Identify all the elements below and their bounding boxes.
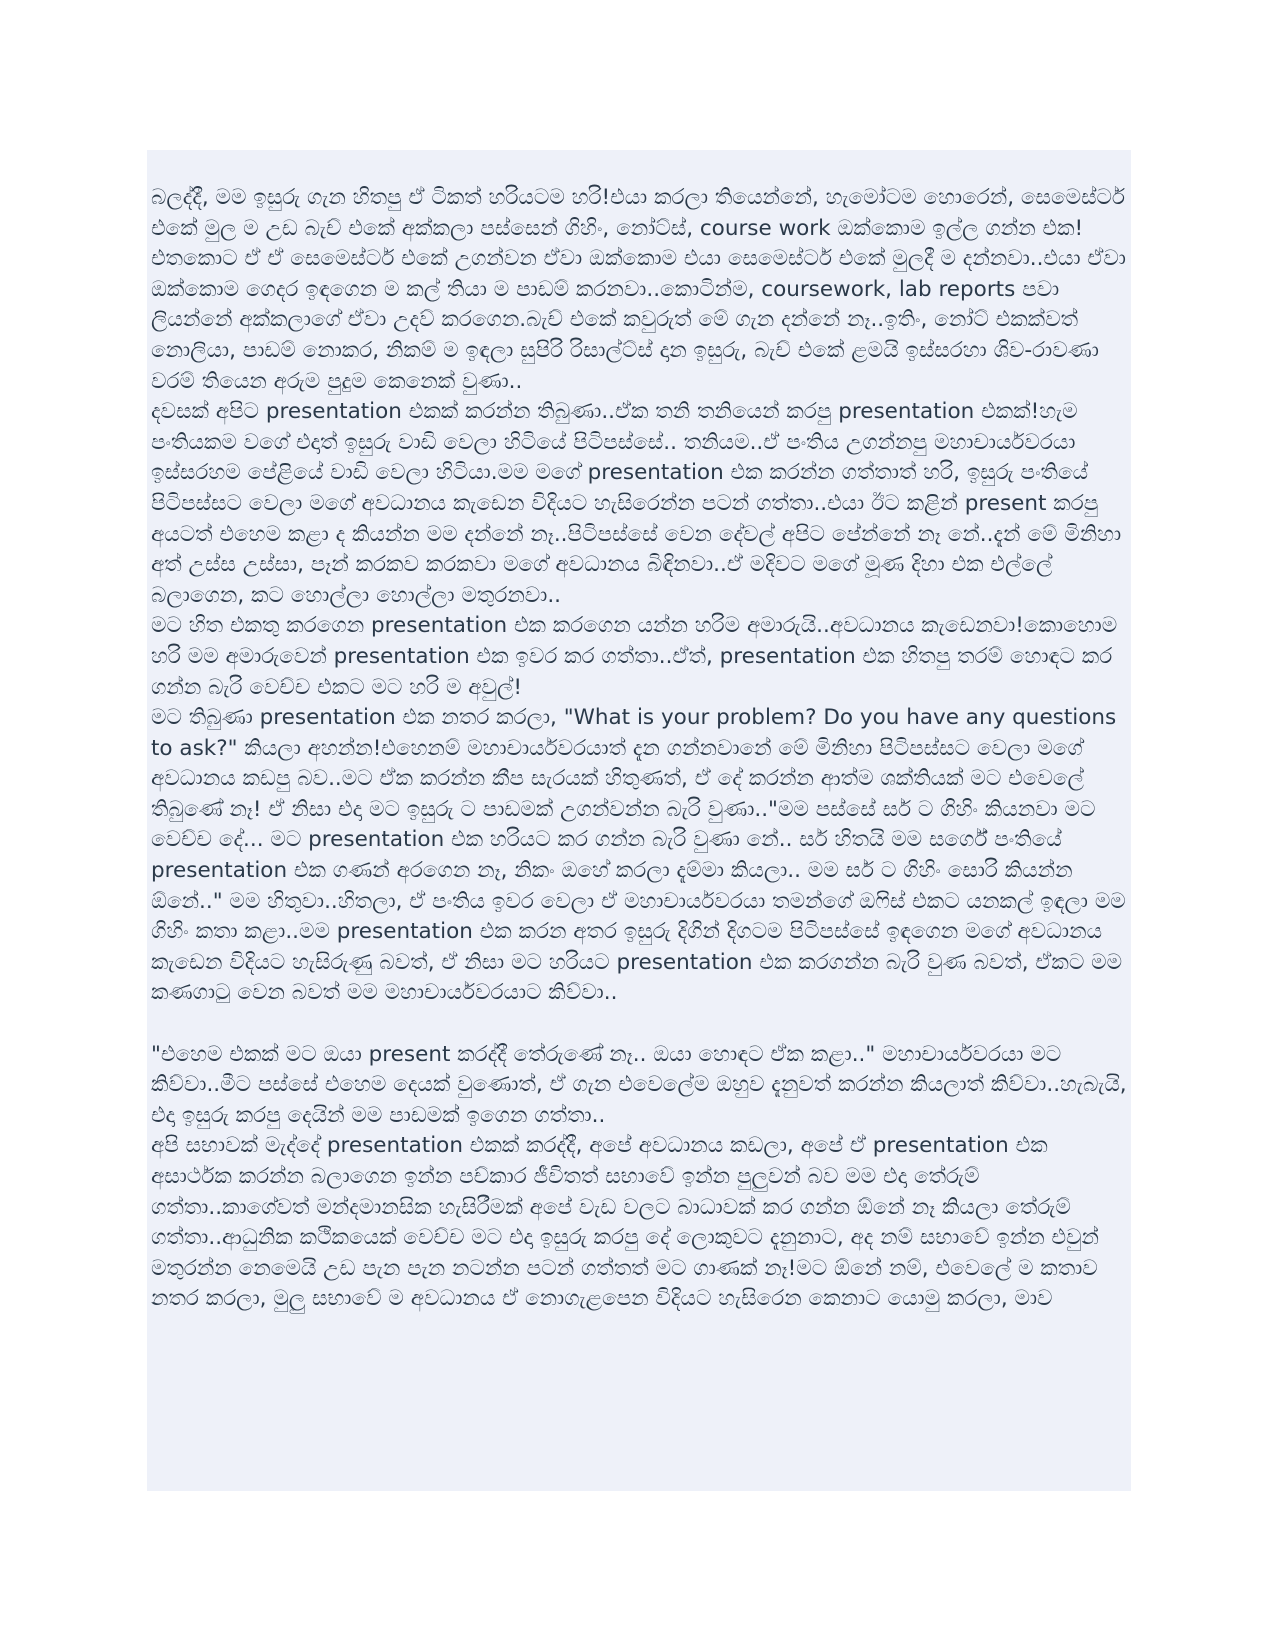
paragraph: අපි සභාවක් මැද්දේ presentation එකක් කරද්දී, අපේ අවධානය කඩලා, අපේ ඒ presentation එක අසාර්ථක කරන්න බලාගෙන ඉන්න පච්කාර ජීවිතත් සභාවේ ඉන්න පුලුවන් බව මම එදා තේරුම් ගත්තා..කාගේවත් මන්දමානසික හැසිරීමක් අපේ වැඩ වලට බාධාවක් කර ගන්න ඕනේ නෑ කියලා තේරුම් ගත්තා..ආධුනික කථිකයෙක් වෙච්ච මට එදා ඉසුරු කරපු දේ ලොකුවට දැනුනාට, අද නම් සභාවේ ඉන්න එවුන් මතුරන්න නෙමෙයි උඩ පැන පැන නටන්න පටන් ගත්තත් මට ගාණක් නෑ!මට ඕනේ නම්, එවෙලේ ම කතාව නතර කරලා, මුලු සභාවේ ම අවධානය ඒ නොගැළපෙන විදියට හැසිරෙන කෙනාට යොමු කරලා, මාව [151, 1133, 1099, 1312]
paragraph: මට තිබුණා presentation එක නතර කරලා, "What is your problem? Do you have any questions to ask?" කියලා අහන්න!එහෙනම් මහාචාර්යවරයාත් දැන ගන්නවානේ මේ මිනිහා පිටිපස්සට වෙලා මගේ අවධානය කඩපු බව..මට ඒක කරන්න කීප සැරයක් හිතුණත්, ඒ දේ කරන්න ආත්ම ශක්තියක් මට එවෙලේ තිබුණේ නෑ! ඒ නිසා එදා මට ඉසුරු ට පාඩමක් උගන්වන්න බැරි වුණා.."මම පස්සේ සර් ට ගිහිං කියනවා මට වෙච්ච දේ... මට presentation එක හරියට කර ගන්න බැරි වුණා නේ.. සර් හිතයි මම සර්ගේ පංතියේ presentation එක ගණන් අරගෙන නෑ, නිකං ඔහේ කරලා දැම්මා කියලා.. මම සර් ට ගිහිං සොරි කියන්න ඕනේ.." මම හිතුවා..හිතලා, ඒ පංතිය ඉවර වෙලා ඒ මහාචාර්යවරයා තමන්ගේ ඔෆිස් එකට යනකල් ඉඳලා මම ගිහිං කතා කළා..මම presentation එක කරන අතර ඉසුරු දිගින් දිගටම පිටිපස්සේ ඉඳගෙන මගේ අවධානය කැඩෙන විදියට හැසිරුණු බවත්, ඒ නිසා මට හරියට presentation එක කරගන්න බැරි වුණ බවත්, ඒකට මම කණගාටු වෙන බවත් මම මහාචාර්යවරයාට කිව්වා.. [151, 705, 1126, 1006]
paragraph: මට හිත එකතු කරගෙන presentation එක කරගෙන යන්න හරිම අමාරුයි..අවධානය කැඩෙනවා!කොහොම හරි මම අමාරුවෙන් presentation එක ඉවර කර ගත්තා..ඒත්, presentation එක හිතපු තරම් හොඳට කර ගන්න බැරි වෙච්ච එකට මට හරි ම අවුල්! [151, 613, 1118, 700]
paragraph-spacer [151, 1009, 1127, 1040]
paragraph: "එහෙම එකක් මට ඔයා present කරද්දී තේරුණේ නෑ.. ඔයා හොඳට ඒක කළා.." මහාචාර්යවරයා මට කිව්වා..මීට පස්සේ එහෙම දෙයක් වුණොත්, ඒ ගැන එවෙලේම ඔහුව දැනුවත් කරන්න කියලාත් කිව්වා..හැබැයි, එදා ඉසුරු කරපු දෙයින් මම පාඩමක් ඉගෙන ගත්තා.. [151, 1041, 1127, 1128]
document-text-block [147, 150, 1131, 1491]
paragraph: දවසක් අපිට presentation එකක් කරන්න තිබුණා..ඒක තනි තනියෙන් කරපු presentation එකක්!හැම පංතියකම වගේ එදාත් ඉසුරු වාඩි වෙලා හිටියේ පිටිපස්සේ.. තනියම..ඒ පංතිය උගන්නපු මහාචාර්යවරයා ඉස්සරහම පේළියේ වාඩි වෙලා හිටියා.මම මගේ presentation එක කරන්න ගත්තාත් හරි, ඉසුරු පංතියේ පිටිපස්සට වෙලා මගේ අවධානය කැඩෙන විදියට හැසිරෙන්න පටන් ගත්තා..එයා ඊට කළින් present කරපු අයටත් එහෙම කළා ද කියන්න මම දන්නේ නෑ..පිටිපස්සේ වෙන දේවල් අපිට පේන්නේ නෑ නේ..දැන් මේ මිනිහා අත් උස්ස උස්සා, පෑන් කරකව කරකවා මගේ අවධානය බිඳිනවා..ඒ මදිවට මගේ මූණ දිහා එක එල්ලේ බලාගෙන, කට හොල්ලා හොල්ලා මතුරනවා.. [151, 399, 1122, 608]
paragraph: බලද්දී, මම ඉසුරු ගැන හිතපු ඒ ටිකත් හරියටම හරි!එයා කරලා තියෙන්නේ, හැමෝටම හොරෙන්, සෙමෙස්ටර් එකේ මුල ම උඩ බැච් එකේ අක්කලා පස්සෙන් ගිහිං, නෝට්ස්, course work ඔක්කොම ඉල්ල ගන්න එක!එතකොට ඒ ඒ සෙමෙස්ටර් එකේ උගන්වන ඒවා ඔක්කොම එයා සෙමෙස්ටර් එකේ මුලදී ම දන්නවා..එයා ඒවා ඔක්කොම ගෙදර ඉඳගෙන ම කල් තියා ම පාඩම් කරනවා..කොටින්ම, coursework, lab reports පවා ලියන්නේ අක්කලාගේ ඒවා උදව් කරගෙන.බැච් එකේ කවුරුත් මේ ගැන දන්නේ නෑ..ඉතිං, නෝට් එකක්වත් නොලියා, පාඩම් නොකර, නිකම් ම ඉඳලා සුපිරි රිසාල්ට්ස් දාන ඉසුරු, බැච් එකේ ළමයි ඉස්සරහා ශිව-රාවණා වරම් තියෙන අරුම පුදුම කෙනෙක් වුණා.. [151, 185, 1126, 394]
